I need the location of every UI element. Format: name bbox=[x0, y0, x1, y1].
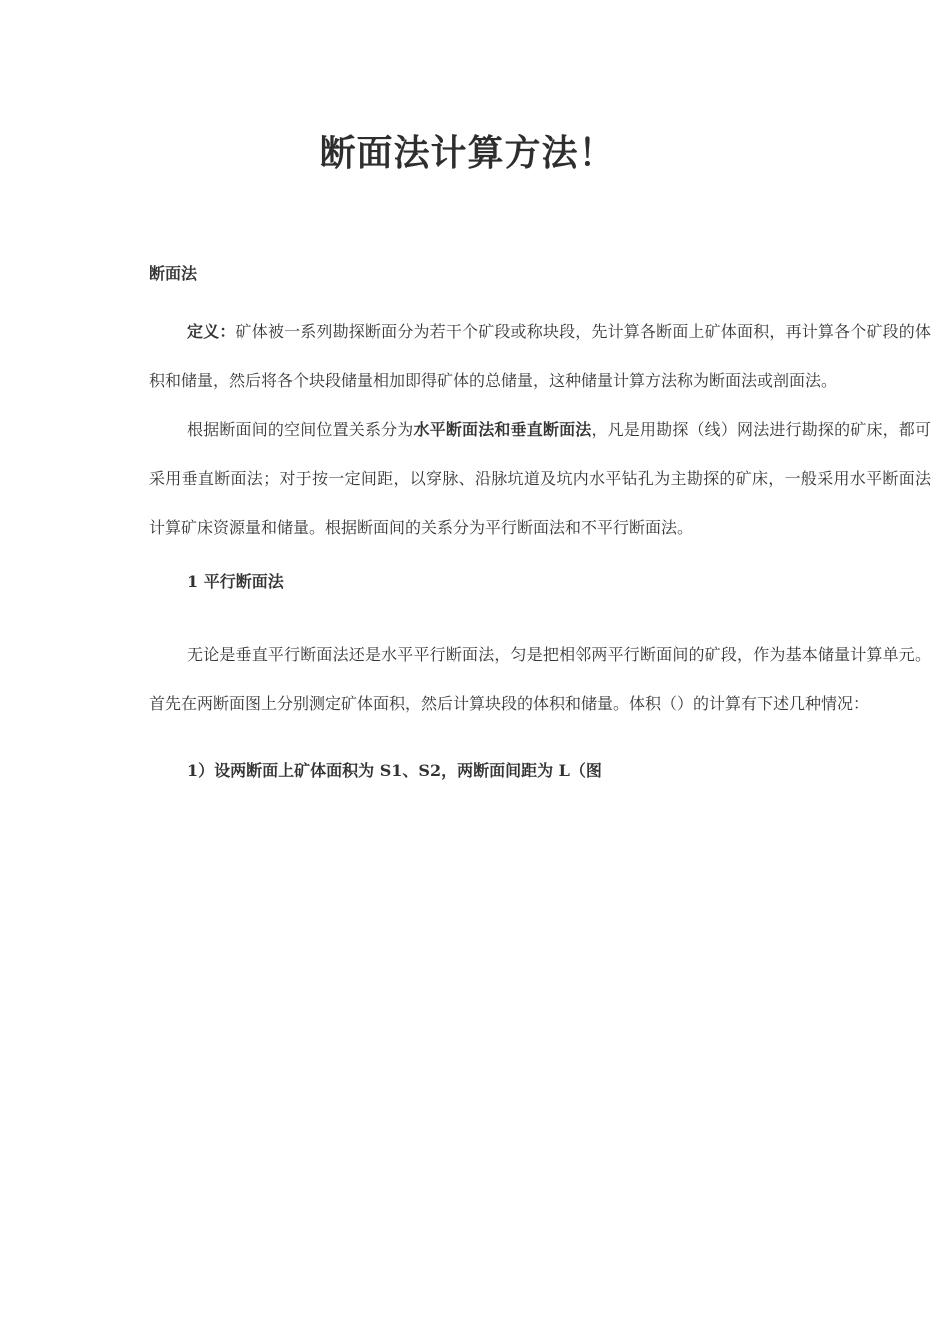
document-title: 断面法计算方法！ bbox=[319, 133, 616, 174]
types-text-before: 根据断面间的空间位置关系分为 bbox=[187, 420, 414, 439]
types-text-after: ，凡是用勘探（线）网法进行勘探的矿床，都可采用垂直断面法；对于按一定间距，以穿脉、沿脉坑道及坑内水平钻孔为主勘探的矿床，一般采用水平断面法计算矿床资源量和储量。根据断面间的关系分为平行断面法和不平行断面法。 bbox=[149, 420, 931, 537]
case-one-line: 1）设两断面上矿体面积为 S1、S2，两断面间距为 L（图 bbox=[187, 761, 602, 780]
types-text-bold: 水平断面法和垂直断面法 bbox=[413, 420, 592, 439]
document-body bbox=[149, 258, 931, 795]
calculation-paragraph: 无论是垂直平行断面法还是水平平行断面法，匀是把相邻两平行断面间的矿段，作为基本储量计算单元。首先在两断面图上分别测定矿体面积，然后计算块段的体积和储量。体积（）的计算有下述几种情况： bbox=[149, 645, 931, 713]
section-heading: 断面法 bbox=[149, 264, 198, 283]
definition-label: 定义： bbox=[187, 322, 236, 341]
definition-text: 矿体被一系列勘探断面分为若干个矿段或称块段，先计算各断面上矿体面积，再计算各个矿段的体积和储量，然后将各个块段储量相加即得矿体的总储量，这种储量计算方法称为断面法或剖面法。 bbox=[149, 322, 931, 390]
section-types-paragraph bbox=[149, 405, 931, 552]
definition-paragraph bbox=[149, 307, 931, 405]
subsection-heading: 1 平行断面法 bbox=[187, 572, 284, 591]
